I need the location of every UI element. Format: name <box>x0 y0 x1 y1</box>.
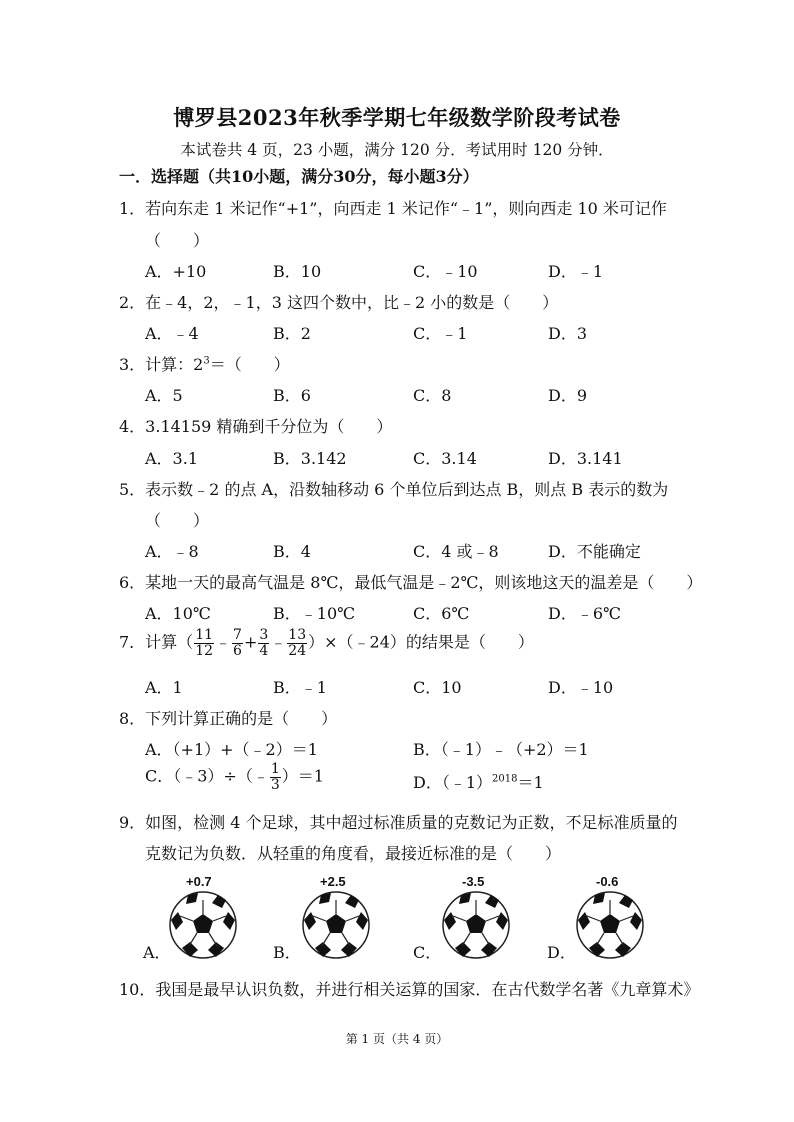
ball-label-d: -0.6 <box>596 874 619 889</box>
q6-stem: 6．某地一天的最高气温是 8℃，最低气温是﹣2℃，则该地这天的温差是（ ） <box>119 573 703 592</box>
fraction: $\frac{7}{6}$ <box>233 627 242 659</box>
q5-option-b: B．4 <box>273 542 311 561</box>
q1-option-b: B．10 <box>273 262 322 281</box>
fraction: $\frac{3}{4}$ <box>259 627 269 659</box>
q3-stem: 3．计算：$2^3=$（ ） <box>119 355 290 374</box>
q9-option-a: A． <box>143 943 171 962</box>
q2-option-c: C．﹣1 <box>413 324 468 343</box>
q3-option-c: C．8 <box>413 386 452 405</box>
q1-blank: （ ） <box>145 231 210 250</box>
q5-option-c: C．4 或﹣8 <box>413 542 499 561</box>
q5-stem: 5．表示数﹣2 的点 A，沿数轴移动 6 个单位后到达点 B，则点 B 表示的数为 <box>119 480 669 499</box>
fraction: $\frac{11}{12}$ <box>195 627 214 659</box>
q7-option-a: A．1 <box>145 678 183 697</box>
q5-blank: （ ） <box>145 511 210 530</box>
ball-label-a: +0.7 <box>186 874 212 889</box>
q8-stem: 8．下列计算正确的是（ ） <box>119 709 338 728</box>
q6-option-d: D．﹣6℃ <box>548 604 621 623</box>
soccer-ball-icon <box>575 890 645 960</box>
ball-label-c: -3.5 <box>462 874 485 889</box>
q7-option-d: D．﹣10 <box>548 678 614 697</box>
ball-label-b: +2.5 <box>320 874 346 889</box>
q5-option-a: A．﹣8 <box>145 542 199 561</box>
q7-option-c: C．10 <box>413 678 462 697</box>
q4-stem: 4．3.14159 精确到千分位为（ ） <box>119 417 393 436</box>
q8-option-b: B．（﹣1）﹣（+2）＝1 <box>413 740 589 759</box>
q6-option-b: B．﹣10℃ <box>273 604 356 623</box>
q4-option-d: D．3.141 <box>548 449 623 468</box>
q8-option-c: C．（﹣3）÷（﹣ $\frac{1}{3}$ ）＝1 <box>145 761 324 793</box>
q9-option-d: D． <box>547 943 576 962</box>
q7-stem: 7．计算（ $\frac{11}{12}$ ﹣ $\frac{7}{6}$ + $\frac{3}{4}$ ﹣ $\frac{13}{24}$ ）×（﹣24）的结果是（ ） <box>119 627 534 659</box>
q3-option-b: B．6 <box>273 386 311 405</box>
page-footer: 第 1 页（共 4 页） <box>345 1032 449 1046</box>
fraction: $\frac{1}{3}$ <box>270 761 280 793</box>
q9-stem: 9．如图，检测 4 个足球，其中超过标准质量的克数记为正数，不足标准质量的 <box>119 813 678 832</box>
q4-option-c: C．3.14 <box>413 449 477 468</box>
q2-option-b: B．2 <box>273 324 311 343</box>
q3-option-a: A．5 <box>145 386 183 405</box>
q9-option-b: B． <box>273 943 301 962</box>
q1-option-c: C．﹣10 <box>413 262 478 281</box>
section-heading: 一．选择题（共10小题，满分30分，每小题3分） <box>119 167 479 186</box>
exam-title: 博罗县2023年秋季学期七年级数学阶段考试卷 <box>173 105 621 130</box>
soccer-ball-icon <box>301 890 371 960</box>
q3-option-d: D．9 <box>548 386 588 405</box>
q4-option-a: A．3.1 <box>145 449 199 468</box>
q8-option-d: D．（﹣1）$^{2018}$＝1 <box>413 773 544 792</box>
q6-option-c: C．6℃ <box>413 604 470 623</box>
q2-option-d: D．3 <box>548 324 588 343</box>
q7-option-b: B．﹣1 <box>273 678 327 697</box>
q9-option-c: C． <box>413 943 442 962</box>
soccer-ball-icon <box>441 890 511 960</box>
q1-option-d: D．﹣1 <box>548 262 604 281</box>
q5-option-d: D．不能确定 <box>548 542 641 561</box>
exam-subtitle: 本试卷共 4 页，23 小题，满分 120 分．考试用时 120 分钟． <box>180 141 614 159</box>
q8-option-a: A．（+1）+（﹣2）＝1 <box>145 740 318 759</box>
q2-option-a: A．﹣4 <box>145 324 199 343</box>
soccer-ball-icon <box>168 890 238 960</box>
q10-stem: 10．我国是最早认识负数，并进行相关运算的国家．在古代数学名著《九章算术》 <box>119 980 700 999</box>
q2-stem: 2．在﹣4，2，﹣1，3 这四个数中，比﹣2 小的数是（ ） <box>119 293 559 312</box>
q6-option-a: A．10℃ <box>145 604 211 623</box>
q1-option-a: A．+10 <box>145 262 207 281</box>
q9-stem-2: 克数记为负数．从轻重的角度看，最接近标准的是（ ） <box>145 844 562 863</box>
q4-option-b: B．3.142 <box>273 449 347 468</box>
fraction: $\frac{13}{24}$ <box>288 627 307 659</box>
q1-stem: 1．若向东走 1 米记作“+1”，向西走 1 米记作“﹣1”，则向西走 10 米可记作 <box>119 199 667 218</box>
